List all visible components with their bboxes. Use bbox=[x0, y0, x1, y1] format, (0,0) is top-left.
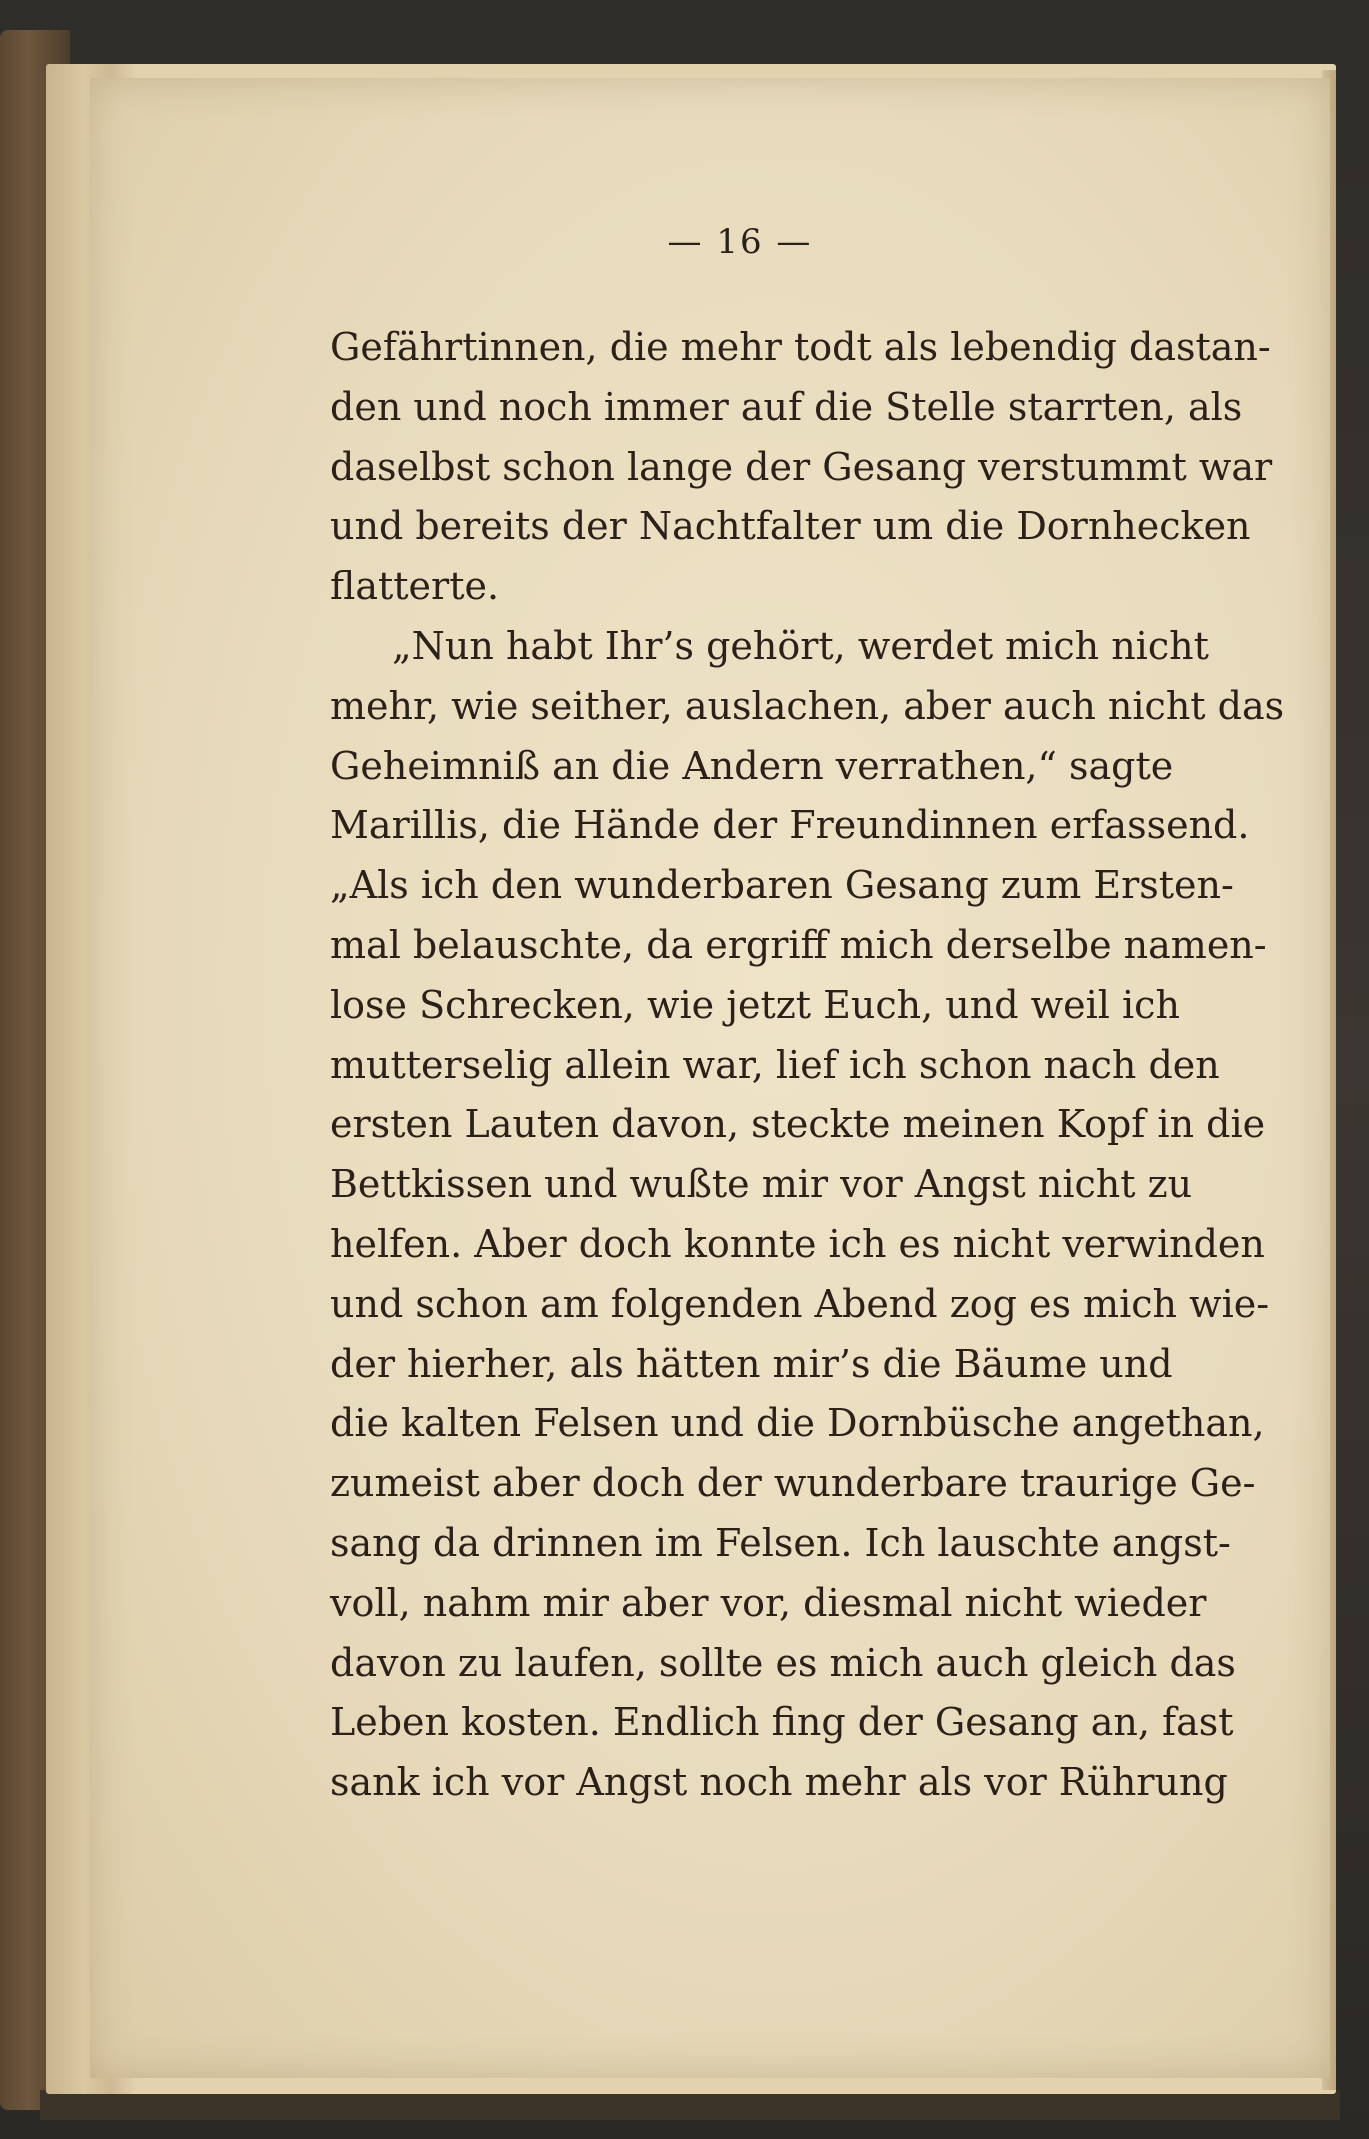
text-line: voll, nahm mir aber vor, diesmal nicht wieder bbox=[330, 1580, 1207, 1625]
text-line: und bereits der Nachtfalter um die Dornhecken bbox=[330, 504, 1251, 549]
page-number: — 16 — bbox=[667, 222, 813, 262]
text-line: den und noch immer auf die Stelle starrten, als bbox=[330, 384, 1243, 429]
book-cover-bottom-edge bbox=[40, 2090, 1340, 2120]
text-line: die kalten Felsen und die Dornbüsche angethan, bbox=[330, 1401, 1265, 1446]
text-line: ersten Lauten davon, steckte meinen Kopf in die bbox=[330, 1102, 1266, 1147]
text-line: mehr, wie seither, auslachen, aber auch nicht das bbox=[330, 683, 1285, 728]
text-line: „Als ich den wunderbaren Gesang zum Ersten- bbox=[330, 863, 1234, 908]
text-line: Bettkissen und wußte mir vor Angst nicht zu bbox=[330, 1162, 1193, 1207]
text-line: zumeist aber doch der wunderbare traurige Ge- bbox=[330, 1461, 1256, 1506]
text-line: sank ich vor Angst noch mehr als vor Rührung bbox=[330, 1760, 1228, 1805]
text-line: davon zu laufen, sollte es mich auch gleich das bbox=[330, 1640, 1236, 1685]
text-line: daselbst schon lange der Gesang verstummt war bbox=[330, 444, 1273, 489]
body-text bbox=[330, 318, 1285, 1813]
text-line: Leben kosten. Endlich fing der Gesang an, fast bbox=[330, 1700, 1234, 1745]
text-line: und schon am folgenden Abend zog es mich wie- bbox=[330, 1281, 1270, 1326]
text-line: Gefährtinnen, die mehr todt als lebendig dastan- bbox=[330, 325, 1271, 369]
text-line: lose Schrecken, wie jetzt Euch, und weil ich bbox=[330, 982, 1180, 1027]
text-line: helfen. Aber doch konnte ich es nicht verwinden bbox=[330, 1221, 1265, 1266]
text-line: sang da drinnen im Felsen. Ich lauschte angst- bbox=[330, 1520, 1231, 1565]
text-line: der hierher, als hätten mir’s die Bäume und bbox=[330, 1341, 1173, 1386]
text-line: „Nun habt Ihr’s gehört, werdet mich nicht bbox=[392, 623, 1209, 668]
text-line: mutterselig allein war, lief ich schon nach den bbox=[330, 1042, 1220, 1087]
text-line: Marillis, die Hände der Freundinnen erfassend. bbox=[330, 803, 1250, 848]
text-line: mal belauschte, da ergriff mich derselbe namen- bbox=[330, 922, 1267, 967]
text-line: flatterte. bbox=[330, 564, 500, 609]
text-line: Geheimniß an die Andern verrathen,“ sagte bbox=[330, 743, 1174, 788]
